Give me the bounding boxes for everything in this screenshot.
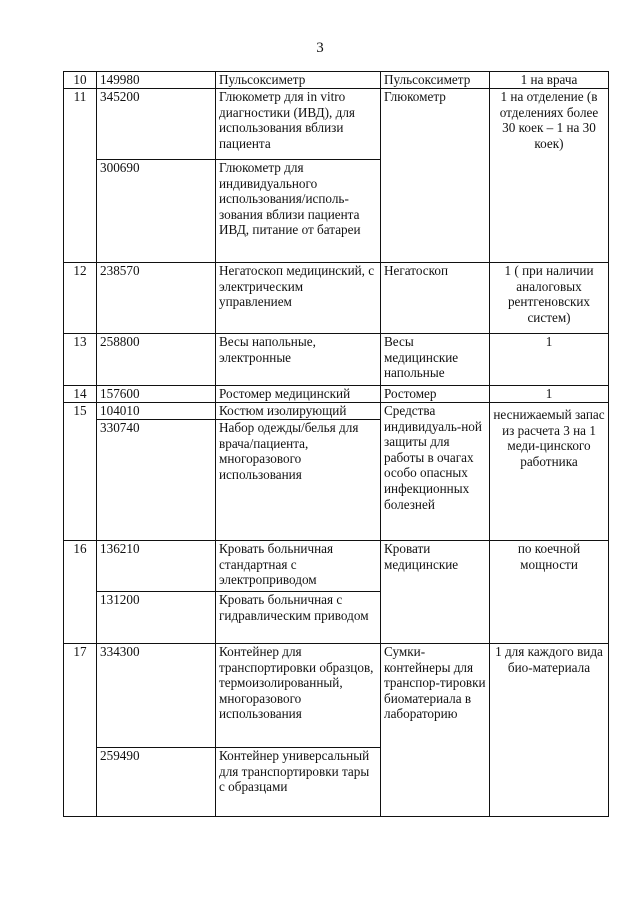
table-row [64, 263, 609, 334]
required-quantity: по коечной мощности [490, 541, 609, 644]
device-name: Контейнер универсальный для транспортировки тары с образцами [216, 748, 381, 817]
device-type: Весы медицинские напольные [381, 334, 490, 386]
nomenclature-code: 104010 [97, 403, 216, 420]
nomenclature-code: 345200 [97, 89, 216, 160]
device-type: Средства индивидуаль-ной защиты для работы в очагах особо опасных инфекционных болезней [381, 403, 490, 541]
device-name: Контейнер для транспортировки образцов, термоизолированный, многоразового использования [216, 644, 381, 748]
nomenclature-code: 136210 [97, 541, 216, 592]
nomenclature-code: 258800 [97, 334, 216, 386]
device-type: Сумки-контейнеры для транспор-тировки биоматериала в лабораторию [381, 644, 490, 817]
page-number: 3 [316, 40, 324, 56]
device-name: Набор одежды/белья для врача/пациента, многоразового использования [216, 420, 381, 541]
device-name: Кровать больничная с гидравлическим приводом [216, 592, 381, 644]
device-name: Негатоскоп медицинский, с электрическим управлением [216, 263, 381, 334]
required-quantity: 1 на врача [490, 72, 609, 89]
nomenclature-code: 300690 [97, 160, 216, 263]
device-type: Негатоскоп [381, 263, 490, 334]
table-row [64, 89, 609, 160]
device-type: Глюкометр [381, 89, 490, 263]
row-number: 16 [64, 541, 97, 644]
table-row [64, 386, 609, 403]
device-name: Глюкометр для in vitro диагностики (ИВД), для использования вблизи пациента [216, 89, 381, 160]
table-row [64, 403, 609, 420]
device-name: Ростомер медицинский [216, 386, 381, 403]
nomenclature-code: 157600 [97, 386, 216, 403]
required-quantity: 1 для каждого вида био-материала [490, 644, 609, 817]
device-type: Кровати медицинские [381, 541, 490, 644]
nomenclature-code: 131200 [97, 592, 216, 644]
row-number: 11 [64, 89, 97, 263]
nomenclature-code: 259490 [97, 748, 216, 817]
row-number: 13 [64, 334, 97, 386]
table-row [64, 644, 609, 748]
row-number: 17 [64, 644, 97, 817]
device-name: Весы напольные, электронные [216, 334, 381, 386]
required-quantity: 1 ( при наличии аналоговых рентгеновских систем) [490, 263, 609, 334]
table-row [64, 541, 609, 592]
device-name: Пульсоксиметр [216, 72, 381, 89]
device-type: Пульсоксиметр [381, 72, 490, 89]
required-quantity: неснижаемый запас из расчета 3 на 1 меди-цинского работника [490, 403, 609, 541]
nomenclature-code: 330740 [97, 420, 216, 541]
device-type: Ростомер [381, 386, 490, 403]
equipment-table [63, 71, 609, 817]
required-quantity: 1 на отделение (в отделениях более 30 коек – 1 на 30 коек) [490, 89, 609, 263]
nomenclature-code: 238570 [97, 263, 216, 334]
device-name: Костюм изолирующий [216, 403, 381, 420]
table-row [64, 72, 609, 89]
device-name: Глюкометр для индивидуального использования/исполь-зования вблизи пациента ИВД, питание от батареи [216, 160, 381, 263]
device-name: Кровать больничная стандартная с электроприводом [216, 541, 381, 592]
nomenclature-code: 334300 [97, 644, 216, 748]
required-quantity: 1 [490, 334, 609, 386]
row-number: 12 [64, 263, 97, 334]
row-number: 15 [64, 403, 97, 541]
row-number: 14 [64, 386, 97, 403]
required-quantity: 1 [490, 386, 609, 403]
row-number: 10 [64, 72, 97, 89]
table-row [64, 334, 609, 386]
nomenclature-code: 149980 [97, 72, 216, 89]
